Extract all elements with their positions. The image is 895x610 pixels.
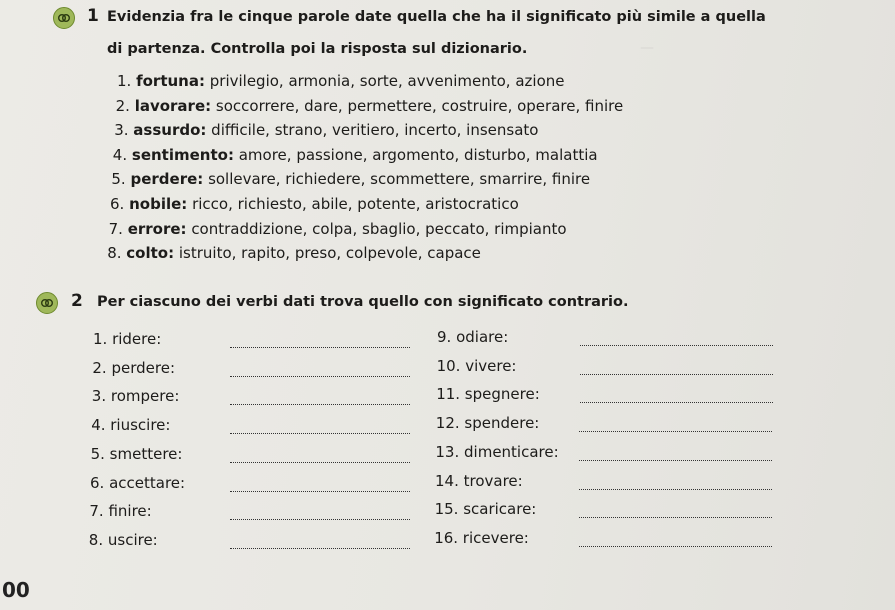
- answer-blank-right[interactable]: [579, 546, 772, 547]
- item-word: fortuna:: [136, 72, 205, 90]
- verb-label-left: 3. rompere:: [91, 387, 180, 406]
- answer-blank-left[interactable]: [230, 519, 410, 520]
- verb-label-right: 11. spegnere:: [436, 385, 540, 404]
- item-number: 8.: [107, 244, 122, 263]
- exercise-1-instruction-line2: di partenza. Controlla poi la risposta sul dizionario.: [107, 41, 528, 57]
- verb-label-left: 5. smettere:: [90, 444, 183, 463]
- exercise-2-number: 2: [71, 291, 83, 311]
- item-number: 3.: [114, 121, 129, 140]
- item-word: sentimento:: [131, 145, 234, 164]
- item-number: 5.: [111, 170, 126, 189]
- show-through-text: —: [640, 40, 654, 56]
- exercise-1-item: [109, 220, 567, 238]
- item-word: perdere:: [130, 170, 204, 189]
- item-options[interactable]: privilegio, armonia, sorte, avvenimento, azione: [209, 72, 565, 90]
- item-word: assurdo:: [133, 121, 207, 140]
- exercise-2-icon: [36, 292, 58, 314]
- item-word: errore:: [127, 219, 187, 238]
- verb-label-left: 8. uscire:: [88, 530, 158, 549]
- item-word: lavorare:: [134, 96, 212, 115]
- item-word: colto:: [126, 244, 175, 263]
- exercise-1-item: [110, 195, 519, 213]
- exercise-1-item: [117, 72, 565, 90]
- exercise-1-instruction-line1: Evidenzia fra le cinque parole date quella che ha il significato più simile a quella: [107, 9, 766, 25]
- exercise-1-item: [113, 146, 598, 164]
- exercise-1-item: [114, 121, 538, 139]
- answer-blank-right[interactable]: [579, 460, 772, 461]
- exercise-1-item: [116, 97, 624, 115]
- verb-label-right: 15. scaricare:: [434, 500, 537, 519]
- answer-blank-right[interactable]: [580, 402, 773, 403]
- verb-label-left: 7. finire:: [89, 502, 152, 521]
- exercise-1-item: [107, 244, 481, 262]
- answer-blank-right[interactable]: [579, 431, 772, 432]
- item-number: 7.: [108, 219, 123, 238]
- verb-label-right: 9. odiare:: [437, 328, 509, 346]
- exercise-1-icon: [53, 7, 75, 29]
- item-number: 4.: [112, 145, 128, 164]
- answer-blank-right[interactable]: [579, 489, 772, 490]
- answer-blank-left[interactable]: [230, 548, 410, 549]
- answer-blank-right[interactable]: [580, 345, 773, 346]
- page-number: 00: [2, 578, 30, 602]
- item-number: 2.: [115, 96, 130, 115]
- item-options[interactable]: sollevare, richiedere, scommettere, smarrire, finire: [208, 170, 591, 189]
- item-options[interactable]: istruito, rapito, preso, colpevole, capace: [178, 244, 481, 263]
- item-number: 6.: [110, 195, 125, 213]
- answer-blank-left[interactable]: [230, 491, 410, 492]
- exercise-2-instruction: Per ciascuno dei verbi dati trova quello con significato contrario.: [97, 294, 629, 310]
- answer-blank-right[interactable]: [579, 517, 772, 518]
- answer-blank-left[interactable]: [230, 404, 410, 405]
- item-word: nobile:: [129, 195, 188, 213]
- verb-label-left: 2. perdere:: [92, 358, 175, 377]
- verb-label-right: 14. trovare:: [435, 471, 523, 490]
- item-options[interactable]: amore, passione, argomento, disturbo, malattia: [238, 145, 598, 164]
- item-options[interactable]: difficile, strano, veritiero, incerto, insensato: [211, 121, 539, 140]
- answer-blank-right[interactable]: [580, 374, 773, 375]
- answer-blank-left[interactable]: [230, 347, 410, 348]
- verb-label-right: 12. spendere:: [435, 414, 540, 433]
- verb-label-right: 16. ricevere:: [434, 528, 529, 547]
- item-number: 1.: [117, 72, 132, 90]
- exercise-1-number: 1: [87, 6, 99, 26]
- answer-blank-left[interactable]: [230, 376, 410, 377]
- answer-blank-left[interactable]: [230, 433, 410, 434]
- item-options[interactable]: soccorrere, dare, permettere, costruire, operare, finire: [215, 96, 624, 115]
- verb-label-right: 13. dimenticare:: [435, 442, 559, 461]
- verb-label-right: 10. vivere:: [436, 356, 517, 375]
- verb-label-left: 4. riuscire:: [91, 416, 171, 435]
- verb-label-left: 6. accettare:: [90, 473, 186, 492]
- item-options[interactable]: contraddizione, colpa, sbaglio, peccato, rimpianto: [191, 219, 567, 238]
- verb-label-left: 1. ridere:: [93, 330, 162, 348]
- item-options[interactable]: ricco, richiesto, abile, potente, aristocratico: [192, 195, 519, 213]
- answer-blank-left[interactable]: [230, 462, 410, 463]
- exercise-1-item: [111, 170, 590, 188]
